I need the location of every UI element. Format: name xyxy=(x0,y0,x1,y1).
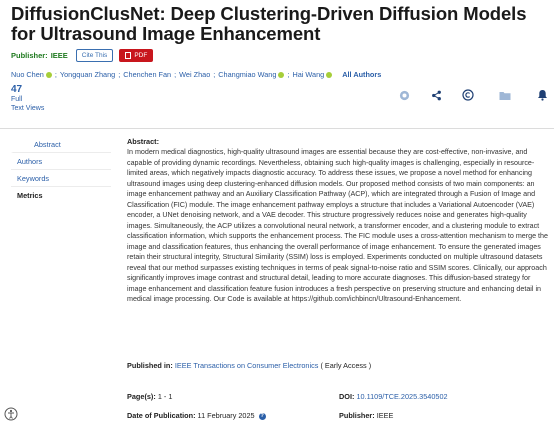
publisher-detail-label: Publisher: xyxy=(339,411,375,420)
abstract-section xyxy=(127,137,551,305)
author-separator: ; xyxy=(118,70,121,79)
orcid-icon[interactable] xyxy=(46,72,52,78)
publisher-name: IEEE xyxy=(50,50,68,60)
published-in-row xyxy=(127,361,371,370)
pages-value: 1 - 1 xyxy=(157,392,173,401)
copyright-badge-icon[interactable] xyxy=(398,89,410,101)
publication-date-label: Date of Publication: xyxy=(127,411,196,420)
section-divider xyxy=(0,128,554,129)
publication-date-value: 11 February 2025 xyxy=(197,411,255,420)
publication-date-row xyxy=(127,411,266,420)
pages-row xyxy=(127,392,172,401)
sidebar-item-authors[interactable]: Authors xyxy=(11,153,111,170)
doi-link[interactable]: 10.1109/TCE.2025.3540502 xyxy=(356,392,448,401)
folder-icon[interactable] xyxy=(499,89,511,101)
article-sidebar-nav xyxy=(11,136,111,204)
copyright-icon[interactable] xyxy=(462,89,474,101)
abstract-heading: Abstract: xyxy=(127,137,160,146)
publisher-row xyxy=(11,48,153,62)
author-link[interactable]: Nuo Chen xyxy=(11,70,44,79)
orcid-icon[interactable] xyxy=(326,72,332,78)
metric-label-line1: Full xyxy=(11,96,23,103)
author-separator: ; xyxy=(54,70,57,79)
author-separator: ; xyxy=(213,70,216,79)
author-link[interactable]: Chenchen Fan xyxy=(123,70,172,79)
article-toolbar xyxy=(0,89,554,103)
author-link[interactable]: Yongquan Zhang xyxy=(59,70,116,79)
accessibility-widget-icon[interactable] xyxy=(4,407,18,421)
alert-bell-icon[interactable] xyxy=(536,89,548,101)
pdf-button[interactable] xyxy=(119,49,153,62)
metric-label-line2: Text Views xyxy=(11,105,45,112)
author-separator: ; xyxy=(287,70,290,79)
abstract-text: In modern medical diagnostics, high-quality ultrasound images are essential because they are cost-effective, non-invasive, and capable of providing dynamic recordings. Nevertheless, obtaining such high-quality images is challenging, especially in resource-limited areas, which negatively impacts diagnostic accuracy. To address these issues, we propose a novel method for enhancing ultrasound images using deep clustering-enhanced diffusion models. Our proposed method consists of two main components: an image enhancement pathway and an Auxiliary Classification Pathway (ACP), which are integrated through a Fusion of Image and Classification (FIC) module. The image enhancement pathway employs a structure that includes a Variational Autoencoder (VAE) encoder, a UNet denoising network, and a VAE decoder. This structure progressively reduces noise and generates high-quality images. Simultaneously, the ACP utilizes a convolutional neural network, a transformer encoder, and a clustering module to extract classification information, which supports the enhancement process. The FIC module uses a cross-attention mechanism to merge the image and classification features, thus enhancing the overall performance of image enhancement. To ensure the generated images retain their structural integrity, Structural Similarity (SSIM) loss is employed. Experiments conducted on multiple ultrasound datasets reveal that our method surpasses existing techniques in terms of peak signal-to-noise ratio and SSIM scores. Clinically, our approach significantly improves image contrast and structural detail, leading to more accurate diagnoses. This diffusion-based strategy for image enhancement and classification feature fusion introduces a fresh perspective on preserving structure and enhancing detail in medical image processing. Our Code is available at https://github.com/ichbincn/Ultrasound-Enhancement. xyxy=(127,148,548,303)
sidebar-item-keywords[interactable]: Keywords xyxy=(11,170,111,187)
publisher-detail-value: IEEE xyxy=(376,411,394,420)
pdf-icon xyxy=(125,52,131,59)
sidebar-item-abstract[interactable]: Abstract xyxy=(11,136,111,153)
journal-link[interactable]: IEEE Transactions on Consumer Electronics xyxy=(174,361,319,370)
cite-this-button[interactable]: Cite This xyxy=(76,49,114,62)
help-question-icon[interactable]: ? xyxy=(260,412,264,419)
pdf-button-label: PDF xyxy=(134,51,148,59)
author-link[interactable]: Changmiao Wang xyxy=(218,70,277,79)
pages-label: Page(s): xyxy=(127,392,156,401)
author-list xyxy=(11,70,381,79)
author-link[interactable]: Hai Wang xyxy=(292,70,325,79)
doi-row xyxy=(339,392,448,401)
published-in-label: Published in: xyxy=(127,361,173,370)
early-access-note: ( Early Access ) xyxy=(320,361,372,370)
publisher-label: Publisher: xyxy=(11,50,48,60)
article-title: DiffusionClusNet: Deep Clustering-Driven Diffusion Models for Ultrasound Image Enhancement xyxy=(11,3,527,44)
metric-count: 47 xyxy=(11,84,23,95)
orcid-icon[interactable] xyxy=(278,72,284,78)
publisher-detail-row xyxy=(339,411,393,420)
author-link[interactable]: Wei Zhao xyxy=(179,70,211,79)
sidebar-item-metrics[interactable]: Metrics xyxy=(17,191,43,200)
doi-label: DOI: xyxy=(339,392,355,401)
share-icon[interactable] xyxy=(430,89,442,101)
all-authors-link[interactable]: All Authors xyxy=(342,70,382,79)
author-separator: ; xyxy=(174,70,177,79)
